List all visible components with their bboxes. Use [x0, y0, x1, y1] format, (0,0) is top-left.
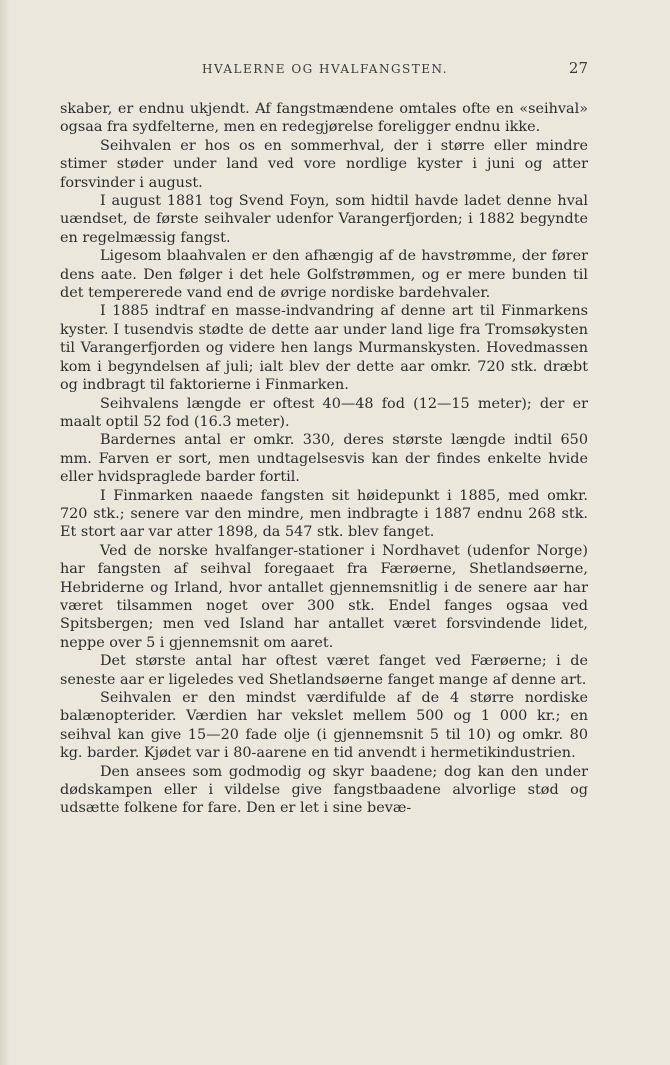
paragraph: Det største antal har oftest været fanget ved Færøerne; i de seneste aar er ligeledes ved Shetlandsøerne fanget mange af denne art. [60, 653, 588, 688]
paragraph: Seihvalens længde er oftest 40—48 fod (12—15 meter); der er maalt optil 52 fod (16.3 meter). [60, 395, 588, 430]
paragraph: Bardernes antal er omkr. 330, deres største længde indtil 650 mm. Farven er sort, men undtagelsesvis kan der findes enkelte hvide eller hvidspraglede barder fortil. [60, 432, 588, 486]
paragraph-continuation: skaber, er endnu ukjendt. Af fangstmændene omtales ofte en «seihval» ogsaa fra sydfelterne, men en redegjørelse foreligger endnu ikke. [60, 101, 588, 136]
page-header [198, 59, 598, 82]
paragraph: I Finmarken naaede fangsten sit høidepunkt i 1885, med omkr. 720 stk.; senere var den mindre, men indbragte i 1887 endnu 268 stk. Et stort aar var atter 1898, da 547 stk. blev fanget. [60, 487, 588, 541]
paragraph: Ligesom blaahvalen er den afhængig af de havstrømme, der fører dens aate. Den følger i det hele Golfstrømmen, og er mere bunden til det tempererede vand end de øvrige nordiske bardehvaler. [60, 248, 588, 302]
body-text [60, 100, 588, 818]
paragraph: Ved de norske hvalfanger-stationer i Nordhavet (udenfor Norge) har fangsten af seihval foregaaet fra Færøerne, Shetlandsøerne, Hebriderne og Irland, hvor antallet gjennemsnitlig i de senere aar har været tilsammen noget over 300 stk. Endel fanges ogsaa ved Spitsbergen; men ved Island har antallet været forsvindende lidet, neppe over 5 i gjennemsnit om aaret. [60, 542, 588, 651]
page-gutter [0, 0, 10, 1065]
paragraph: Seihvalen er den mindst værdifulde af de 4 større nordiske balænopterider. Værdien har vekslet mellem 500 og 1 000 kr.; en seihval kan give 15—20 fade olje (i gjennemsnit 5 til 10) og omkr. 80 kg. barder. Kjødet var i 80-aarene en tid anvendt i hermetikindustrien. [60, 690, 588, 762]
running-title: HVALERNE OG HVALFANGSTEN. [202, 62, 449, 76]
page-number: 27 [568, 59, 588, 77]
paragraph: Seihvalen er hos os en sommerhval, der i større eller mindre stimer støder under land ved vore nordlige kyster i juni og atter forsvinder i august. [60, 137, 588, 191]
paragraph: I 1885 indtraf en masse-indvandring af denne art til Finmarkens kyster. I tusendvis stødte de dette aar under land lige fra Tromsøkysten til Varangerfjorden og videre hen langs Murmanskysten. Hovedmassen kom i begyndelsen af juli; ialt blev der dette aar omkr. 720 stk. dræbt og indbragt til faktorierne i Finmarken. [60, 303, 588, 394]
paragraph: I august 1881 tog Svend Foyn, som hidtil havde ladet denne hval uændset, de første seihvaler udenfor Varangerfjorden; i 1882 begyndte en regelmæssig fangst. [60, 193, 588, 246]
paragraph: Den ansees som godmodig og skyr baadene; dog kan den under dødskampen eller i vildelse give fangstbaadene alvorlige stød og udsætte folkene for fare. Den er let i sine bevæ- [60, 763, 588, 817]
